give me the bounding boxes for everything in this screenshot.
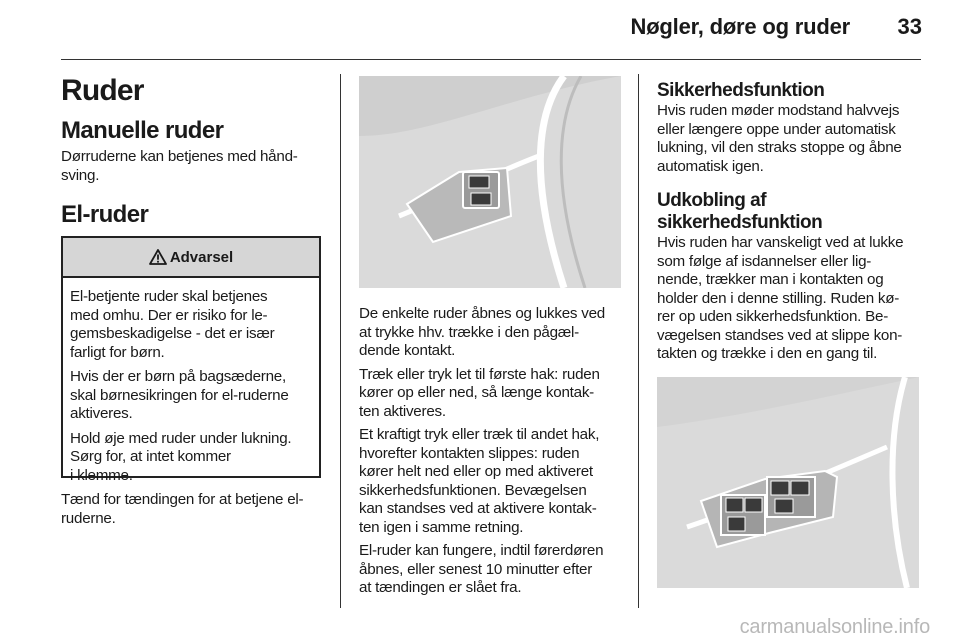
watermark: carmanualsonline.info [739,616,930,638]
manual-windows-heading: Manuelle ruder [61,117,224,144]
warning-paragraph: Hold øje med ruder under lukning. Sørg for, at intet kommer i klemme. [70,429,292,484]
column-divider-left [340,74,341,608]
disable-safety-text: Hvis ruden har vanskeligt ved at lukke som følge af isdannelser eller lig- nende, trækker man i kontakten og holder den i denne stilling. Ruden kø- rer op uden sikkerhedsfunktion. Be- vægelsen standses ved at slippe kon- takten og trække i den en gang til. [657,234,904,362]
rear-window-child-lock-switch-illustration [657,377,919,588]
warning-header [63,238,319,278]
column-divider-right [638,74,639,608]
disable-safety-heading: Udkobling af sikkerhedsfunktion [657,190,823,233]
warning-title: Advarsel [169,248,234,266]
running-header-title: Nøgler, døre og ruder [630,14,850,39]
warning-box [61,236,321,484]
header-divider [61,59,921,60]
section-title: Ruder [61,74,144,107]
electric-windows-heading: El-ruder [61,201,149,228]
left-column [61,76,326,228]
ignition-text: Tænd for tændingen for at betjene el- ruderne. [61,491,304,527]
middle-column-text [359,305,631,598]
warning-triangle-icon [149,249,167,265]
warning-paragraph: El-betjente ruder skal betjenes med omhu. Der er risiko for le- gemsbeskadigelse - det er især farligt for børn. [70,288,275,361]
operation-paragraph: El-ruder kan fungere, indtil førerdøren åbnes, eller senest 10 minutter efter at tændingen er slået fra. [359,542,604,596]
operation-paragraph: Et kraftigt tryk eller træk til andet hak, hvorefter kontakten slippes: ruden kører helt ned eller op med aktiveret sikkerhedsfunktionen. Bevægelsen kan standses ved at aktivere kontak- ten igen i samme retning. [359,426,600,536]
operation-paragraph: De enkelte ruder åbnes og lukkes ved at trykke hhv. trække i den pågæl- dende kontakt. [359,305,605,359]
manual-windows-text: Dørruderne kan betjenes med hånd- sving. [61,148,298,184]
safety-function-text: Hvis ruden møder modstand halvvejs eller længere oppe under automatisk lukning, vil den straks stoppe og åbne automatisk igen. [657,102,902,175]
operation-paragraph: Træk eller tryk let til første hak: ruden kører op eller ned, så længe kontak- ten aktiveres. [359,365,600,420]
safety-function-heading: Sikkerhedsfunktion [657,80,825,101]
warning-paragraph: Hvis der er børn på bagsæderne, skal børnesikringen for el-ruderne aktiveres. [70,368,289,422]
right-column [657,80,925,402]
door-window-switch-illustration [359,76,621,288]
page-number: 33 [897,14,922,39]
